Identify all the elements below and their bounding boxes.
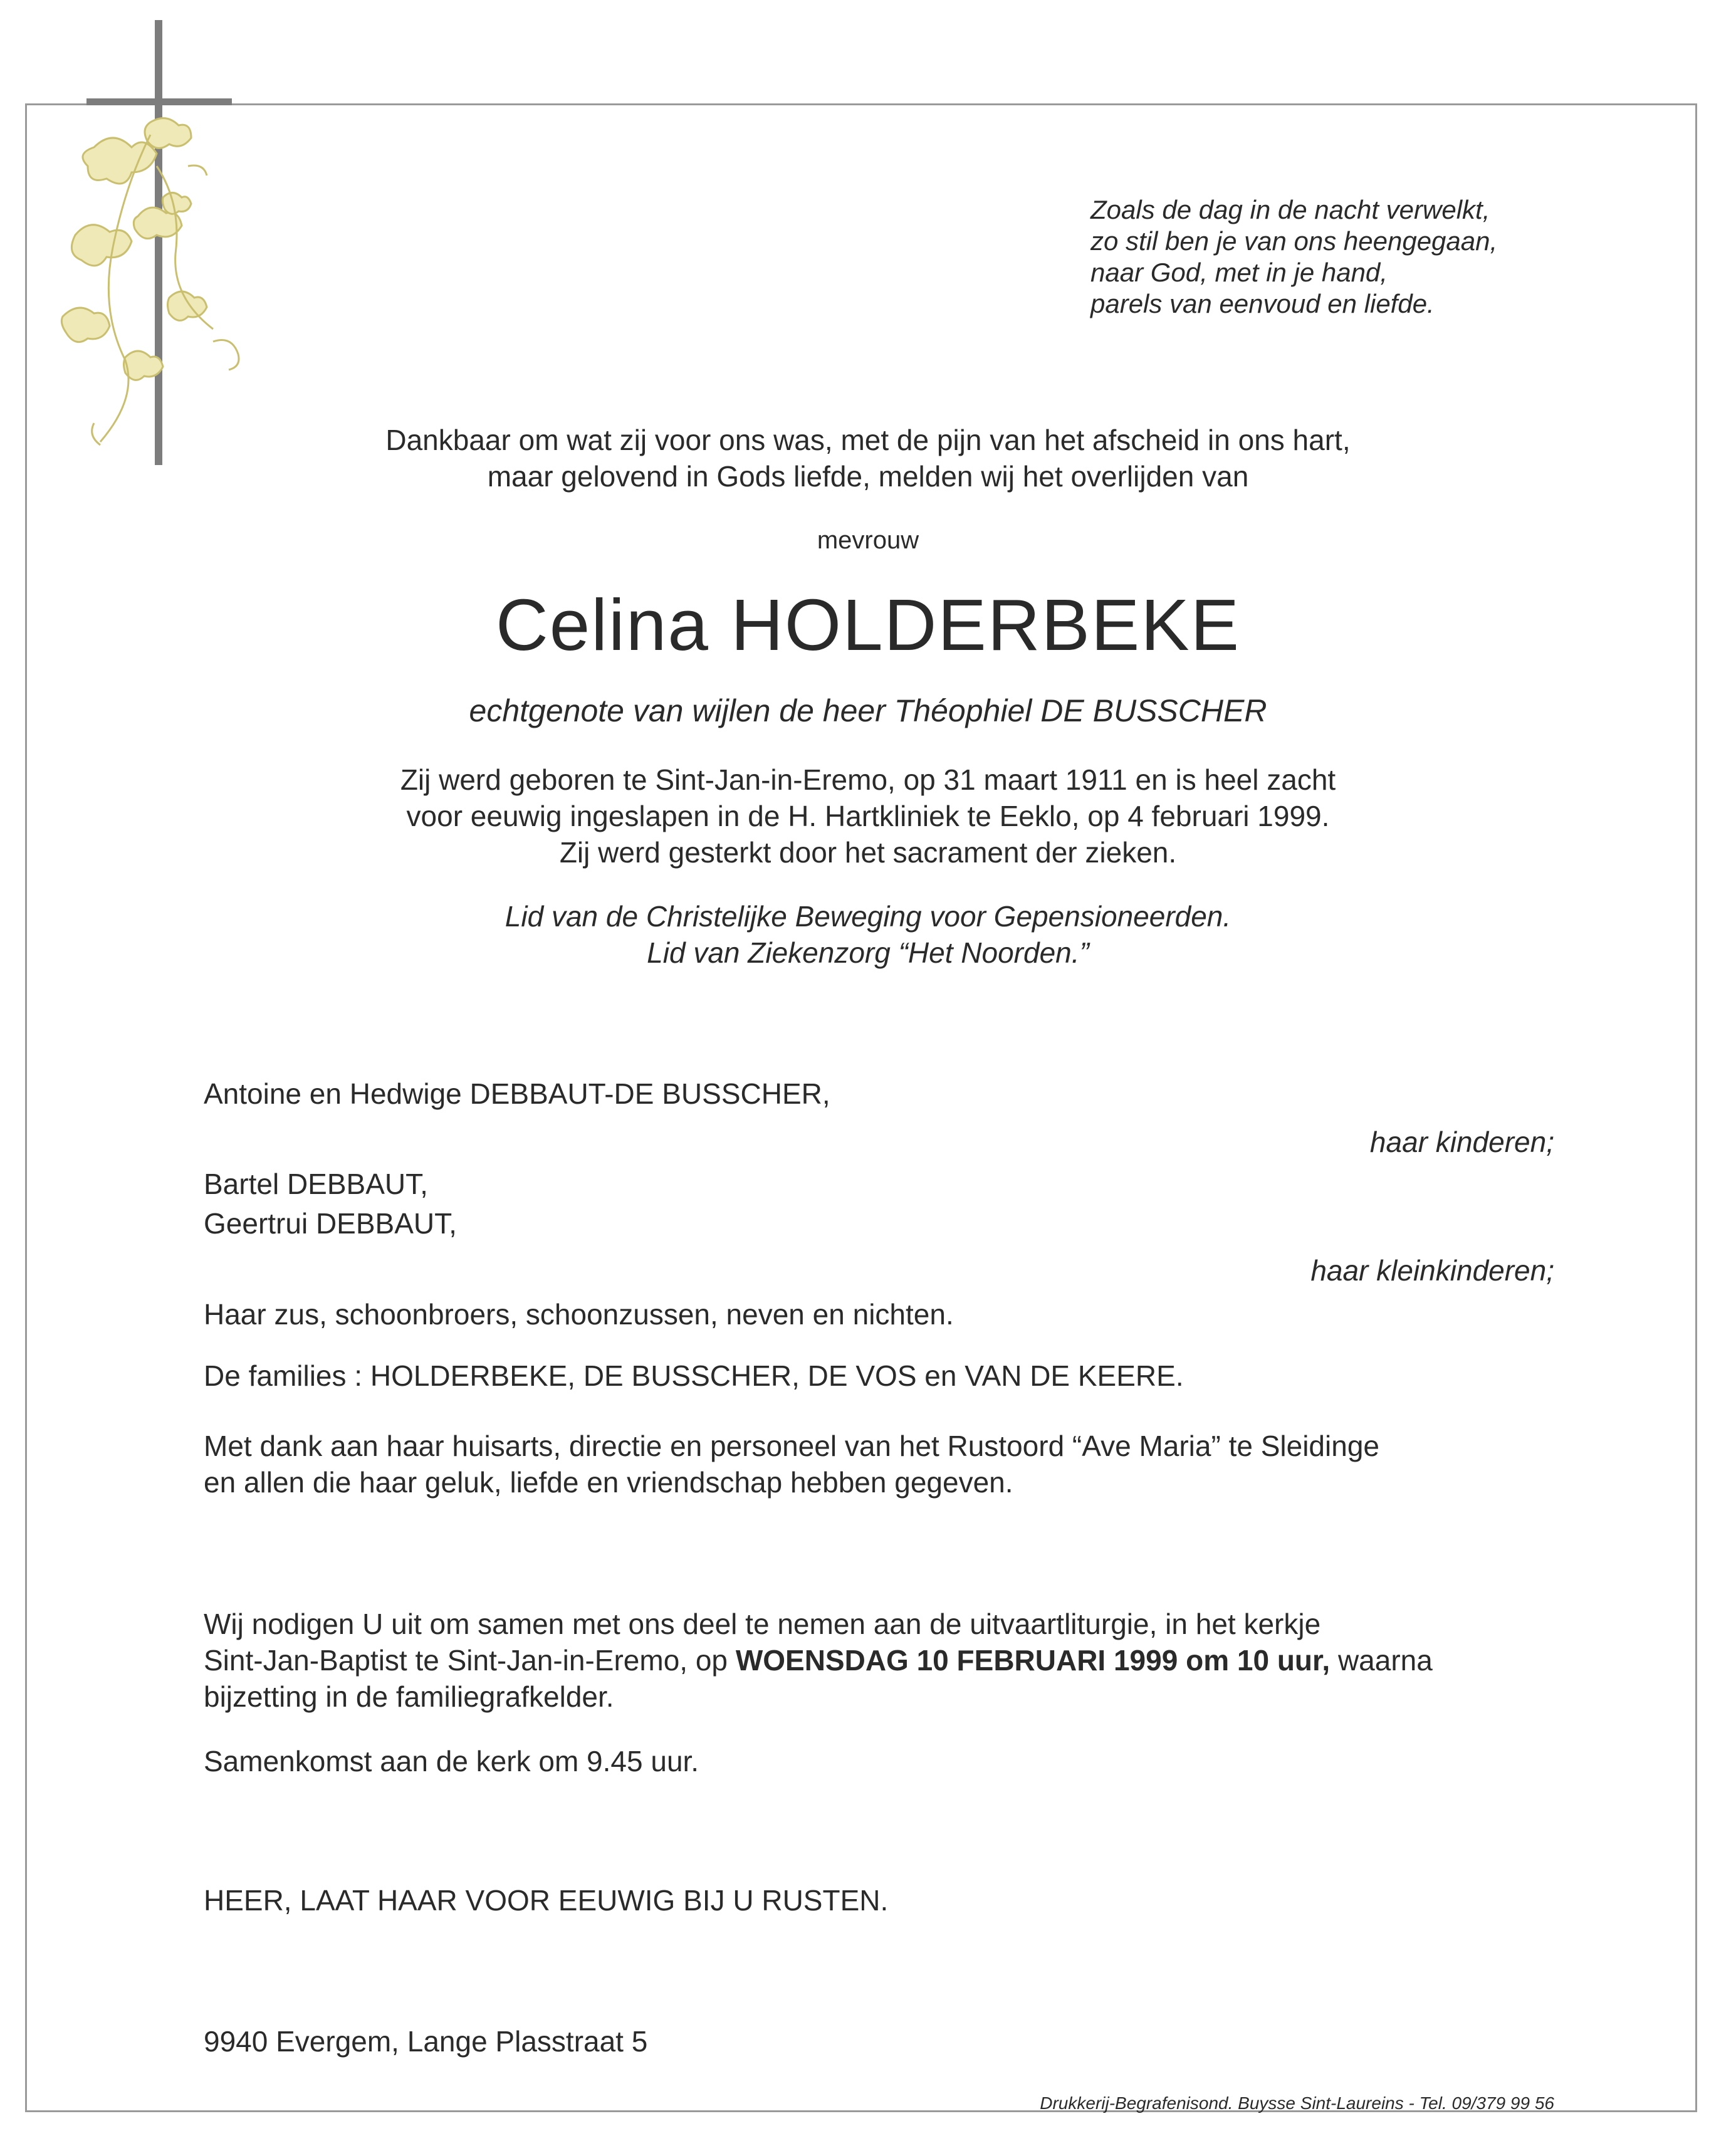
funeral-date: WOENSDAG 10 FEBRUARI 1999 om 10 uur, — [735, 1644, 1331, 1677]
printer-credit: Drukkerij-Begrafenisond. Buysse Sint-Laureins - Tel. 09/379 99 56 — [1040, 2093, 1554, 2113]
birth-death-info — [0, 762, 1736, 871]
membership-line: Lid van Ziekenzorg “Het Noorden.” — [647, 936, 1089, 969]
funeral-line: Wij nodigen U uit om samen met ons deel te nemen aan de uitvaartliturgie, in het kerkje — [204, 1608, 1321, 1640]
intro-line: maar gelovend in Gods liefde, melden wij het overlijden van — [487, 460, 1249, 493]
info-line: Zij werd gesterkt door het sacrament der zieken. — [559, 836, 1177, 869]
thanks-line: Met dank aan haar huisarts, directie en personeel van het Rustoord “Ave Maria” te Sleidinge — [204, 1430, 1379, 1462]
poem-line: zo stil ben je van ons heengegaan, — [1090, 226, 1498, 256]
poem — [1090, 194, 1497, 320]
poem-line: Zoals de dag in de nacht verwelkt, — [1090, 195, 1490, 224]
spouse-line: echtgenote van wijlen de heer Théophiel DE BUSSCHER — [469, 693, 1267, 728]
membership-line: Lid van de Christelijke Beweging voor Gepensioneerden. — [505, 900, 1231, 933]
gathering-line: Samenkomst aan de kerk om 9.45 uur. — [204, 1745, 699, 1777]
funeral-location: Sint-Jan-Baptist te Sint-Jan-in-Eremo, op — [204, 1644, 736, 1677]
families-line: De families : HOLDERBEKE, DE BUSSCHER, DE VOS en VAN DE KEERE. — [204, 1359, 1184, 1392]
children-label: haar kinderen; — [1369, 1126, 1554, 1158]
poem-line: naar God, met in je hand, — [1090, 258, 1388, 287]
funeral-line — [204, 1642, 1433, 1678]
ivy-decoration-icon — [56, 110, 263, 461]
info-line: Zij werd geboren te Sint-Jan-in-Eremo, op 31 maart 1911 en is heel zacht — [400, 763, 1336, 796]
thanks-text — [204, 1428, 1379, 1500]
poem-line: parels van eenvoud en liefde. — [1090, 289, 1435, 318]
funeral-after: waarna — [1330, 1644, 1433, 1677]
relatives-line: Haar zus, schoonbroers, schoonzussen, neven en nichten. — [204, 1298, 954, 1331]
cross-horizontal — [86, 98, 232, 105]
prayer-line: HEER, LAAT HAAR VOOR EEUWIG BIJ U RUSTEN. — [204, 1884, 889, 1917]
membership-info — [0, 898, 1736, 971]
children-names: Antoine en Hedwige DEBBAUT-DE BUSSCHER, — [204, 1077, 830, 1110]
intro-line: Dankbaar om wat zij voor ons was, met de pijn van het afscheid in ons hart, — [385, 424, 1351, 456]
grandchild-name: Geertrui DEBBAUT, — [204, 1207, 457, 1240]
honorific: mevrouw — [817, 526, 919, 554]
grandchildren-label: haar kleinkinderen; — [1310, 1254, 1554, 1287]
grandchild-name: Bartel DEBBAUT, — [204, 1168, 428, 1200]
thanks-line: en allen die haar geluk, liefde en vriendschap hebben gegeven. — [204, 1466, 1013, 1499]
intro-text — [0, 422, 1736, 495]
address-line: 9940 Evergem, Lange Plasstraat 5 — [204, 2025, 648, 2058]
info-line: voor eeuwig ingeslapen in de H. Hartkliniek te Eeklo, op 4 februari 1999. — [406, 800, 1330, 832]
deceased-name: Celina HOLDERBEKE — [496, 584, 1240, 666]
funeral-line: bijzetting in de familiegrafkelder. — [204, 1680, 614, 1713]
funeral-invitation — [204, 1606, 1433, 1715]
